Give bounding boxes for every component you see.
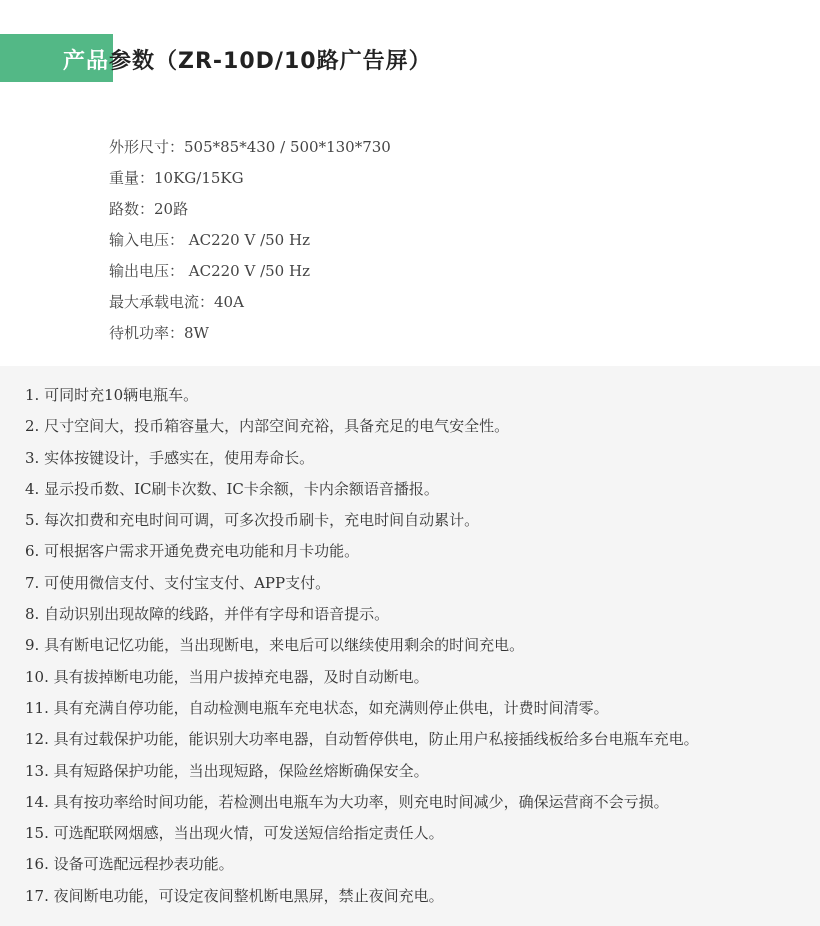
feature-item: 6. 可根据客户需求开通免费充电功能和月卡功能。 [25, 542, 360, 561]
section-title-rest: 参数（ZR-10D/10路广告屏） [109, 49, 432, 74]
spec-channels: 路数：20路 [109, 200, 189, 218]
spec-weight: 重量：10KG/15KG [109, 169, 244, 187]
spec-list [109, 132, 391, 349]
spec-output-voltage: 输出电压： AC220 V /50 Hz [109, 262, 310, 280]
feature-item: 2. 尺寸空间大，投币箱容量大，内部空间充裕，具备充足的电气安全性。 [25, 417, 510, 436]
spec-standby-power: 待机功率：8W [109, 324, 209, 342]
feature-item: 1. 可同时充10辆电瓶车。 [25, 386, 199, 404]
feature-item: 12. 具有过载保护功能，能识别大功率电器，自动暂停供电，防止用户私接插线板给多台电瓶车充电。 [25, 730, 699, 749]
feature-item: 10. 具有拔掉断电功能，当用户拔掉充电器，及时自动断电。 [25, 667, 429, 686]
feature-item: 7. 可使用微信支付、支付宝支付、APP支付。 [25, 573, 331, 592]
feature-item: 5. 每次扣费和充电时间可调，可多次投币刷卡，充电时间自动累计。 [25, 511, 480, 530]
section-title-bar [0, 34, 820, 82]
feature-item: 15. 可选配联网烟感，当出现火情，可发送短信给指定责任人。 [25, 824, 444, 843]
feature-item: 3. 实体按键设计，手感实在，使用寿命长。 [25, 448, 315, 467]
feature-item: 9. 具有断电记忆功能，当出现断电，来电后可以继续使用剩余的时间充电。 [25, 636, 525, 655]
feature-item: 17. 夜间断电功能，可设定夜间整机断电黑屏，禁止夜间充电。 [25, 886, 444, 905]
spec-dimensions: 外形尺寸：505*85*430 / 500*130*730 [109, 138, 391, 156]
feature-item: 11. 具有充满自停功能，自动检测电瓶车充电状态，如充满则停止供电，计费时间清零。 [25, 698, 609, 717]
feature-item: 16. 设备可选配远程抄表功能。 [25, 855, 234, 874]
spec-max-current: 最大承载电流：40A [109, 293, 244, 311]
features-panel [0, 366, 820, 926]
feature-item: 14. 具有按功率给时间功能，若检测出电瓶车为大功率，则充电时间减少，确保运营商不会亏损。 [25, 792, 669, 811]
section-title [63, 44, 432, 75]
feature-item: 13. 具有短路保护功能，当出现短路，保险丝熔断确保安全。 [25, 761, 429, 780]
feature-item: 8. 自动识别出现故障的线路，并伴有字母和语音提示。 [25, 605, 390, 624]
feature-item: 4. 显示投币数、IC刷卡次数、IC卡余额，卡内余额语音播报。 [25, 479, 439, 498]
section-title-highlight: 产品 [63, 49, 110, 74]
spec-input-voltage: 输入电压： AC220 V /50 Hz [109, 231, 310, 249]
feature-list [25, 380, 699, 912]
